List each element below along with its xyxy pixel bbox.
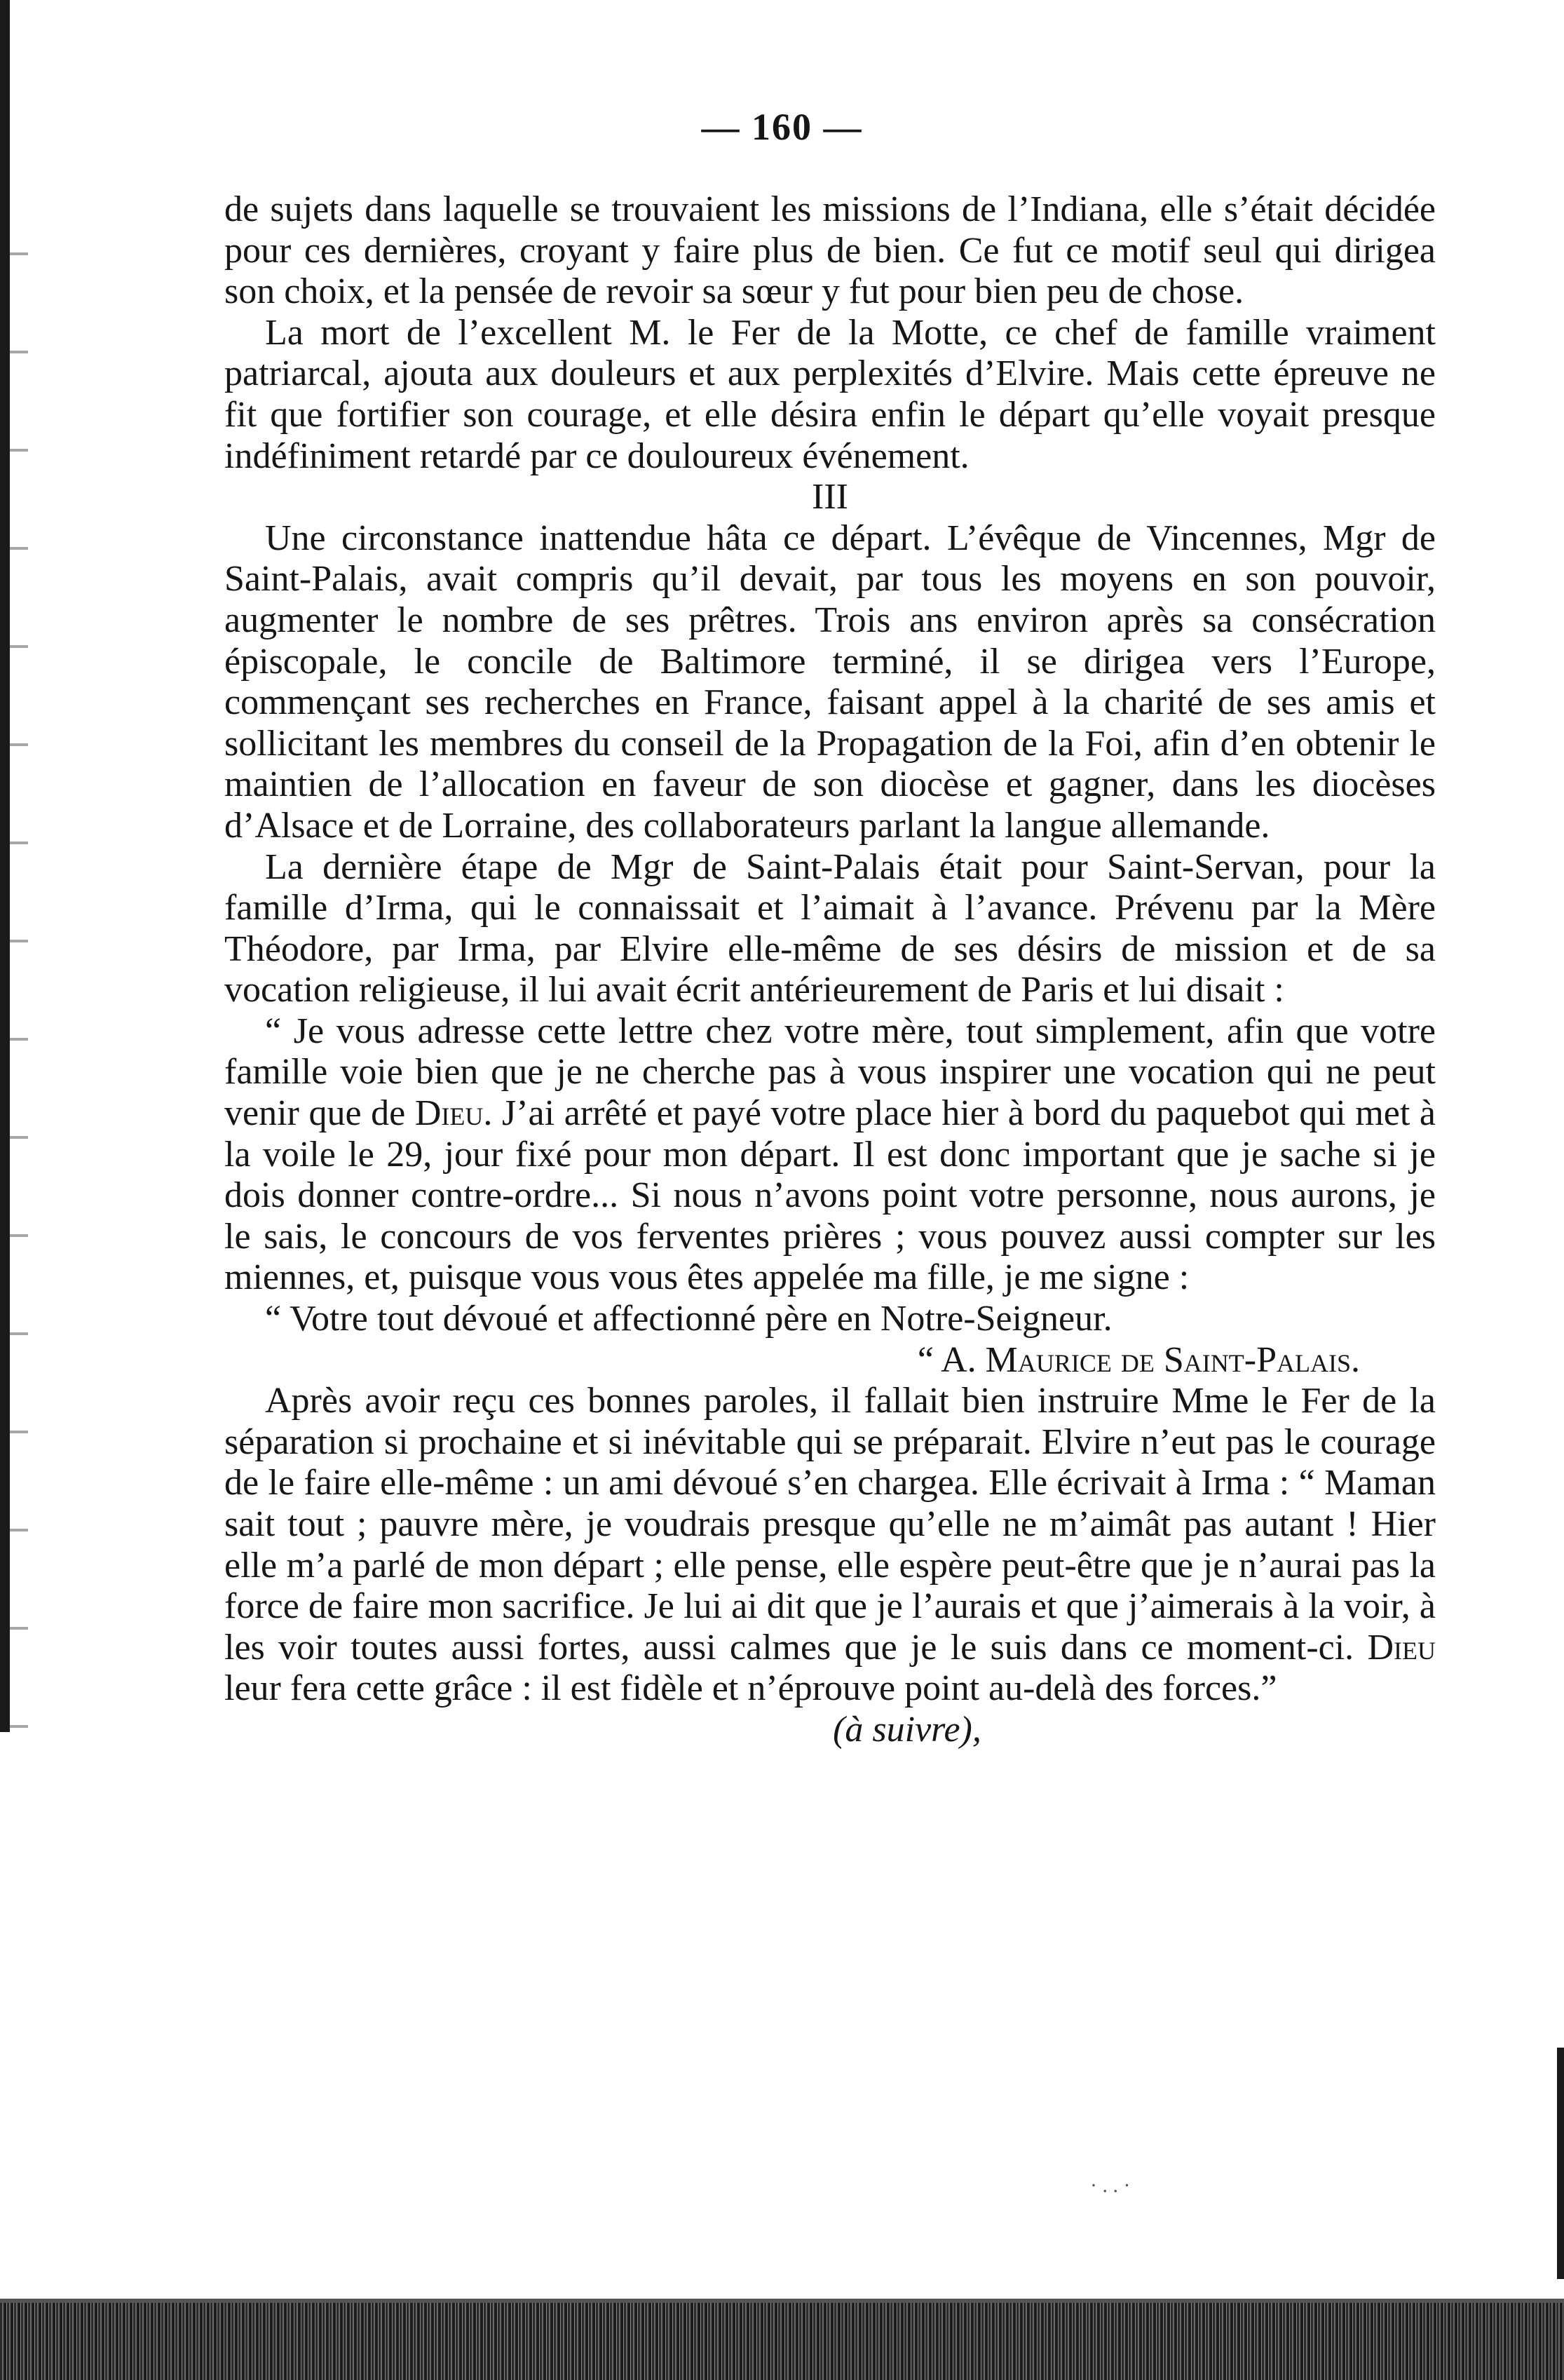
letter-text: “ Je vous adresse cette lettre chez votre mère, tout simplement, afin que votre famille voie bien que je ne cherche pas à vous inspirer une vocation qui ne peut venir que de [224,1010,1436,1134]
scan-border-left [0,0,10,1732]
letter-closing: “ Votre tout dévoué et affectionné père en Notre-Seigneur. [265,1299,1113,1339]
page-body [224,189,1436,1751]
letter-text: . J’ai arrêté et payé votre place hier à bord du paquebot qui met à la voile le 29, jour fixé pour mon départ. Il est donc important que je sache si je dois donner contre-ordre... Si nous n’avons point votre personne, nous aurons, je le sais, le concours de vos ferventes prières ; vous pouvez aussi compter sur les miennes, et, puisque vous vous êtes appelée ma fille, je me signe : [224,1093,1436,1298]
scan-border-bottom [0,2303,1564,2380]
paragraph [224,1381,1436,1710]
paragraph-text: Après avoir reçu ces bonnes paroles, il fallait bien instruire Mme le Fer de la séparation si prochaine et si inévitable qui se préparait. Elvire n’eut pas le courage de le faire elle-même : un ami dévoué s’en chargea. Elle écrivait à Irma : “ Maman sait tout ; pauvre mère, je voudrais presque qu’elle ne m’aimât pas autant ! Hier elle m’a parlé de mon départ ; elle pense, elle espère peut-être que je n’aurai pas la force de faire mon sacrifice. Je lui ai dit que je l’aurais et que j’aimerais à la voir, à les voir toutes aussi fortes, aussi calmes que je le suis dans ce moment-ci. [224,1381,1436,1668]
divine-name: Dieu [1367,1627,1436,1668]
page-number: — 160 — [701,106,863,148]
scan-specks: · . . · [1090,2174,1131,2197]
section-heading: III [812,477,848,518]
letter-signature: “ A. Maurice de Saint-Palais. [917,1339,1360,1380]
paragraph: Une circonstance inattendue hâta ce départ. L’évêque de Vincennes, Mgr de Saint-Palais, avait compris qu’il devait, par tous les moyens en son pouvoir, augmenter le nombre de ses prêtres. Trois ans environ après sa consécration épiscopale, le concile de Baltimore terminé, il se dirigea vers l’Europe, commençant ses recherches en France, faisant appel à la charité de ses amis et sollicitant les membres du conseil de la Propagation de la Foi, afin d’en obtenir le maintien de l’allocation en faveur de son diocèse et gagner, dans les diocèses d’Alsace et de Lorraine, des collaborateurs parlant la langue allemande. [224,518,1436,846]
paragraph-continued: de sujets dans laquelle se trouvaient les missions de l’Indiana, elle s’était décidée pour ces dernières, croyant y faire plus de bien. Ce fut ce motif seul qui dirigea son choix, et la pensée de revoir sa sœur y fut pour bien peu de chose. [224,189,1436,312]
paragraph: La dernière étape de Mgr de Saint-Palais était pour Saint-Servan, pour la famille d’Irma, qui le connaissait et l’aimait à l’avance. Prévenu par la Mère Théodore, par Irma, par Elvire elle-même de ses désirs de mission et de sa vocation religieuse, il lui avait écrit antérieurement de Paris et lui disait : [224,846,1436,1010]
to-be-continued-note: (à suivre), [833,1709,981,1750]
paragraph: La mort de l’excellent M. le Fer de la Motte, ce chef de famille vraiment patriarcal, ajouta aux douleurs et aux perplexités d’Elvire. Mais cette épreuve ne fit que fortifier son courage, et elle désira enfin le départ qu’elle voyait presque indéfiniment retardé par ce douloureux événement. [224,312,1436,476]
paragraph-text: leur fera cette grâce : il est fidèle et n’éprouve point au-delà des forces.” [224,1668,1277,1709]
scan-specks-left [10,210,28,1823]
divine-name: Dieu [414,1093,484,1134]
quoted-letter [224,1011,1436,1299]
scan-border-right [1557,2048,1564,2279]
